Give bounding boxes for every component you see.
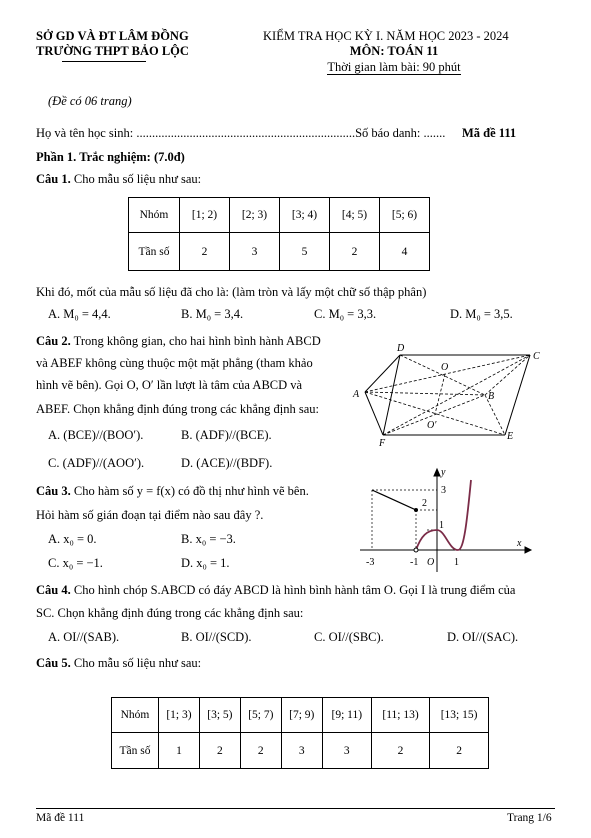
q1-freq: 2 <box>330 233 380 271</box>
q5-freq: 3 <box>322 733 371 769</box>
school-underline <box>62 61 146 62</box>
q1-group: [2; 3) <box>230 198 280 233</box>
q2-option-a: A. (BCE)//(BOO′). <box>48 428 144 442</box>
label-f: F <box>379 438 386 449</box>
q4-option-a: A. OI//(SAB). <box>48 630 120 644</box>
q1-group: [3; 4) <box>280 198 330 233</box>
label-m3: -3 <box>366 557 375 568</box>
department-name: SỞ GD VÀ ĐT LÂM ĐỒNG <box>36 29 189 43</box>
exam-duration: Thời gian làm bài: 90 phút <box>327 60 461 74</box>
q1-option-d: D. M₀ = 3,5. <box>450 307 513 321</box>
pages-note: (Đề có 06 trang) <box>48 94 132 108</box>
q1-freq: 5 <box>280 233 330 271</box>
q3-option-a: A. x₀ = 0. <box>48 532 97 546</box>
exam-title: KIỂM TRA HỌC KỲ I. NĂM HỌC 2023 - 2024 <box>263 29 509 43</box>
q1-group: [1; 2) <box>180 198 230 233</box>
q1-option-a: A. M₀ = 4,4. <box>48 307 111 321</box>
q1-freq: 3 <box>230 233 280 271</box>
q3-line2: Hỏi hàm số gián đoạn tại điểm nào sau đây ?. <box>36 508 264 522</box>
q5-group: [5; 7) <box>240 698 281 733</box>
q5-table <box>111 697 489 769</box>
q1-option-b: B. M₀ = 3,4. <box>181 307 244 321</box>
label-c: C <box>533 351 540 362</box>
label-m1: -1 <box>410 557 419 568</box>
q5-group: [1; 3) <box>159 698 200 733</box>
q1-after: Khi đó, mốt của mẫu số liệu đã cho là: (làm tròn và lấy một chữ số thập phân) <box>36 285 427 299</box>
label-d: D <box>397 343 405 354</box>
edge-ad <box>365 355 400 392</box>
q5-group: [3; 5) <box>199 698 240 733</box>
q1-group: [4; 5) <box>330 198 380 233</box>
q5-group: [13; 15) <box>430 698 489 733</box>
label-p1: 1 <box>454 557 459 568</box>
point-a <box>414 508 418 512</box>
diag-fc <box>383 355 530 435</box>
q5-freq: 1 <box>159 733 200 769</box>
q1-header-group: Nhóm <box>129 198 180 233</box>
q4-line2: SC. Chọn khẳng định đúng trong các khẳng định sau: <box>36 606 304 620</box>
label-o: O <box>427 557 435 568</box>
footer-rule <box>36 808 555 809</box>
q4-option-c: C. OI//(SBC). <box>314 630 384 644</box>
q1-group: [5; 6) <box>380 198 430 233</box>
q1-header-freq: Tần số <box>129 233 180 271</box>
student-info-line: Họ và tên học sinh: ......................................................................Số báo danh: ....... <box>36 126 446 140</box>
label-x: x <box>517 538 522 549</box>
label-a: A <box>353 389 360 400</box>
q2-line1: Câu 2. Trong không gian, cho hai hình bình hành ABCD <box>36 334 321 348</box>
q5-freq: 3 <box>281 733 322 769</box>
footer-page: Trang 1/6 <box>507 812 552 824</box>
exam-code: Mã đề 111 <box>462 126 517 140</box>
q2-line2: và ABEF không cùng thuộc một mặt phẳng (tham khảo <box>36 356 313 370</box>
q1-freq: 4 <box>380 233 430 271</box>
part1-title: Phần 1. Trắc nghiệm: (7.0đ) <box>36 150 185 164</box>
q5-text: Câu 5. Cho mẫu số liệu như sau: <box>36 656 202 670</box>
q4-line1: Câu 4. Cho hình chóp S.ABCD có đáy ABCD là hình bình hành tâm O. Gọi I là trung điểm của <box>36 583 516 597</box>
q2-option-b: B. (ADF)//(BCE). <box>181 428 272 442</box>
label-o: O <box>441 362 449 373</box>
q4-option-d: D. OI//(SAC). <box>447 630 519 644</box>
q3-option-d: D. x₀ = 1. <box>181 556 230 570</box>
graph-line <box>372 490 416 510</box>
q5-freq: 2 <box>430 733 489 769</box>
q1-table <box>128 197 430 271</box>
q2-option-c: C. (ADF)//(AOO′). <box>48 456 145 470</box>
q4-option-b: B. OI//(SCD). <box>181 630 252 644</box>
q5-header-freq: Tần số <box>112 733 159 769</box>
q1-option-c: C. M₀ = 3,3. <box>314 307 377 321</box>
q5-group: [7; 9) <box>281 698 322 733</box>
q2-option-d: D. (ACE)//(BDF). <box>181 456 273 470</box>
q5-freq: 2 <box>240 733 281 769</box>
label-o-prime: O′ <box>427 420 437 431</box>
diag-ac <box>365 355 530 392</box>
school-name: TRƯỜNG THPT BẢO LỘC <box>36 44 189 58</box>
q2-line3: hình vẽ bên). Gọi O, O′ lần lượt là tâm của ABCD và <box>36 378 303 392</box>
footer-code: Mã đề 111 <box>36 812 85 824</box>
edge-af <box>365 392 383 435</box>
diag-db <box>400 355 485 395</box>
edge-ab <box>365 392 485 395</box>
label-e: E <box>507 431 514 442</box>
label-y: y <box>441 467 446 478</box>
q5-group: [11; 13) <box>371 698 429 733</box>
label-3: 3 <box>441 485 446 496</box>
q3-option-c: C. x₀ = −1. <box>48 556 103 570</box>
q3-line1: Câu 3. Cho hàm số y = f(x) có đồ thị như hình vẽ bên. <box>36 484 309 498</box>
q2-figure <box>345 340 545 450</box>
q5-group: [9; 11) <box>322 698 371 733</box>
q1-freq: 2 <box>180 233 230 271</box>
q1-text: Câu 1. Cho mẫu số liệu như sau: <box>36 172 202 186</box>
q5-freq: 2 <box>199 733 240 769</box>
x-arrow <box>525 547 531 553</box>
label-2: 2 <box>422 498 427 509</box>
q2-line4: ABEF. Chọn khẳng định đúng trong các khẳng định sau: <box>36 402 319 416</box>
q5-freq: 2 <box>371 733 429 769</box>
subject-name: MÔN: TOÁN 11 <box>349 44 439 58</box>
y-arrow <box>434 469 440 476</box>
q3-graph <box>355 466 535 576</box>
label-b: B <box>488 391 495 402</box>
q3-option-b: B. x₀ = −3. <box>181 532 236 546</box>
q5-header-group: Nhóm <box>112 698 159 733</box>
label-1: 1 <box>439 520 444 531</box>
edge-df <box>383 355 400 435</box>
point-b <box>414 548 418 552</box>
